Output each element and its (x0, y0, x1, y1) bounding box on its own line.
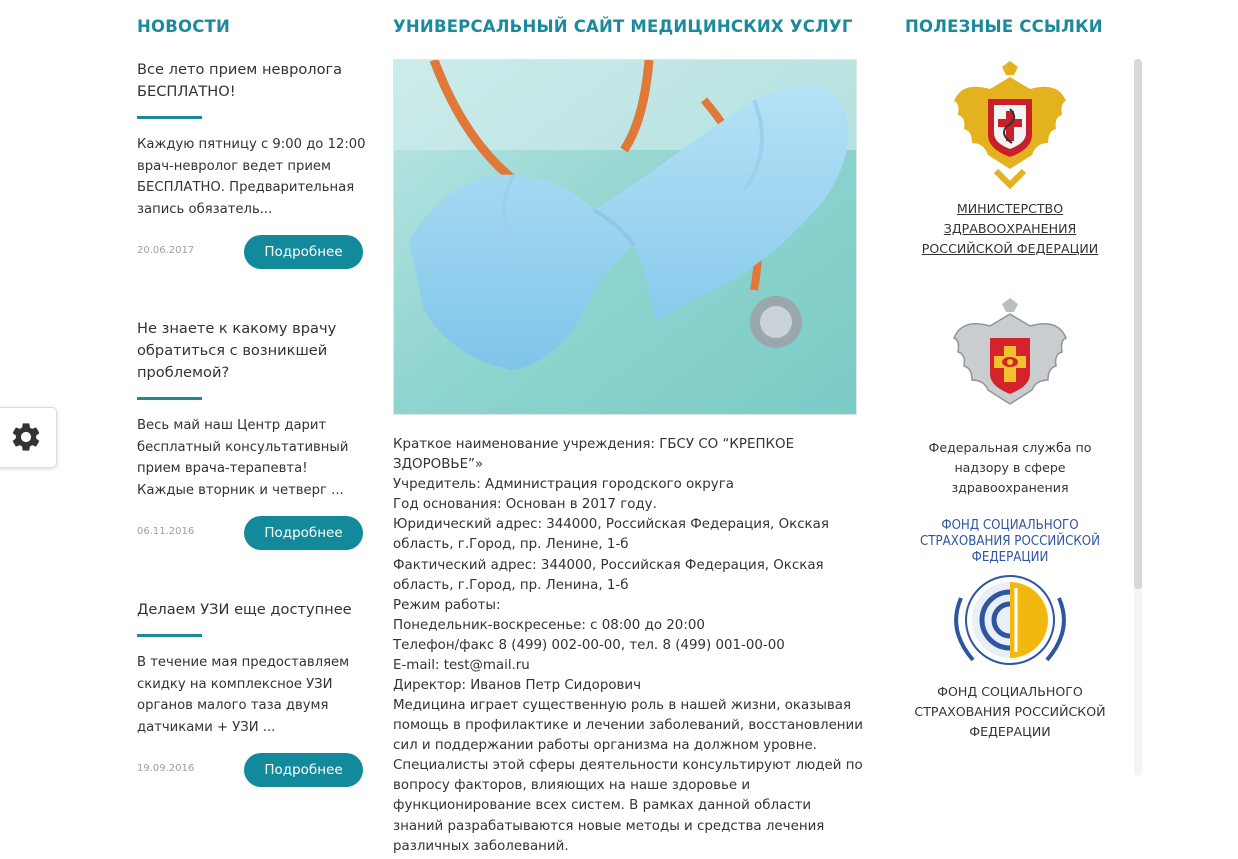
links-heading: ПОЛЕЗНЫЕ ССЫЛКИ (905, 17, 1103, 36)
news-divider (137, 397, 202, 400)
info-line: Режим работы: (393, 597, 501, 613)
news-item (137, 599, 367, 787)
info-line: Фактический адрес: 344000, Российская Федерация, Окская область, г.Город, пр. Ленина, 1-б (393, 557, 824, 593)
info-line: Директор: Иванов Петр Сидорович (393, 678, 642, 694)
news-date: 06.11.2016 (137, 526, 195, 537)
settings-button[interactable] (0, 407, 57, 468)
fss-logo-text: ФОНД СОЦИАЛЬНОГО СТРАХОВАНИЯ РОССИЙСКОЙ ФЕДЕРАЦИИ (919, 518, 1101, 565)
news-divider (137, 116, 202, 119)
news-column (137, 0, 367, 859)
news-title[interactable]: Делаем УЗИ еще доступнее (137, 601, 352, 618)
news-item (137, 59, 367, 269)
about-text: Медицина играет существенную роль в нашей жизни, оказывая помощь в профилактике и лечении заболеваний, восстановлении сил и поддержании работы организма на должном уровне. Специалисты этой сферы деятельности консультируют людей по вопросу факторов, влияющих на наше здоровье и функционирование всех систем. В рамках данной области знаний разрабатываются новые методы и средства лечения различных заболеваний. (393, 698, 863, 854)
news-date: 20.06.2017 (137, 245, 195, 256)
news-title[interactable]: Все лето прием невролога БЕСПЛАТНО! (137, 61, 343, 100)
gear-icon (9, 420, 43, 454)
link-label[interactable]: МИНИСТЕРСТВО ЗДРАВООХРАНЕНИЯ РОССИЙСКОЙ ФЕДЕРАЦИИ (921, 201, 1099, 256)
info-line: Понедельник-воскресенье: с 08:00 до 20:00 (393, 617, 705, 633)
link-label[interactable]: Федеральная служба по надзору в сфере здравоохранения (928, 440, 1092, 495)
news-text: Каждую пятницу с 9:00 до 12:00 врач-невролог ведет прием БЕСПЛАТНО. Предварительная запись обязатель... (137, 137, 366, 217)
news-text: В течение мая предоставляем скидку на комплексное УЗИ органов малого таза двумя датчиками + УЗИ ... (137, 655, 350, 735)
news-footer (137, 516, 367, 550)
more-button[interactable]: Подробнее (244, 516, 363, 550)
main-heading: УНИВЕРСАЛЬНЫЙ САЙТ МЕДИЦИНСКИХ УСЛУГ (393, 17, 853, 36)
more-button[interactable]: Подробнее (244, 753, 363, 787)
news-footer (137, 753, 367, 787)
info-line: E-mail: test@mail.ru (393, 658, 530, 674)
link-fss[interactable] (900, 518, 1120, 742)
ministry-emblem-icon (950, 59, 1070, 193)
link-label[interactable]: ФОНД СОЦИАЛЬНОГО СТРАХОВАНИЯ РОССИЙСКОЙ ФЕДЕРАЦИИ (914, 684, 1106, 739)
fss-logo-icon (943, 568, 1077, 672)
news-divider (137, 634, 202, 637)
link-ministry[interactable] (900, 59, 1120, 259)
news-footer (137, 235, 367, 269)
hero-image (393, 59, 857, 415)
news-text: Весь май наш Центр дарит бесплатный консультативный прием врача-терапевта! Каждые вторник и четверг ... (137, 418, 349, 498)
info-line: Юридический адрес: 344000, Российская Федерация, Окская область, г.Город, пр. Ленине, 1-б (393, 517, 829, 553)
info-line: Краткое наименование учреждения: ГБСУ СО “КРЕПКОЕ ЗДОРОВЬЕ”» (393, 437, 795, 473)
organization-info (393, 435, 883, 696)
links-scrollbar[interactable] (1134, 59, 1142, 776)
more-button[interactable]: Подробнее (244, 235, 363, 269)
link-roszdravnadzor[interactable] (900, 298, 1120, 498)
info-line: Год основания: Основан в 2017 году. (393, 497, 657, 513)
info-line: Учредитель: Администрация городского округа (393, 477, 734, 493)
info-line: Телефон/факс 8 (499) 002-00-00, тел. 8 (499) 001-00-00 (393, 637, 785, 653)
roszdravnadzor-emblem-icon (950, 298, 1070, 410)
scrollbar-thumb[interactable] (1134, 59, 1142, 589)
news-date: 19.09.2016 (137, 763, 195, 774)
news-heading: НОВОСТИ (137, 17, 231, 36)
news-title[interactable]: Не знаете к какому врачу обратиться с возникшей проблемой? (137, 320, 337, 381)
news-item (137, 318, 367, 550)
